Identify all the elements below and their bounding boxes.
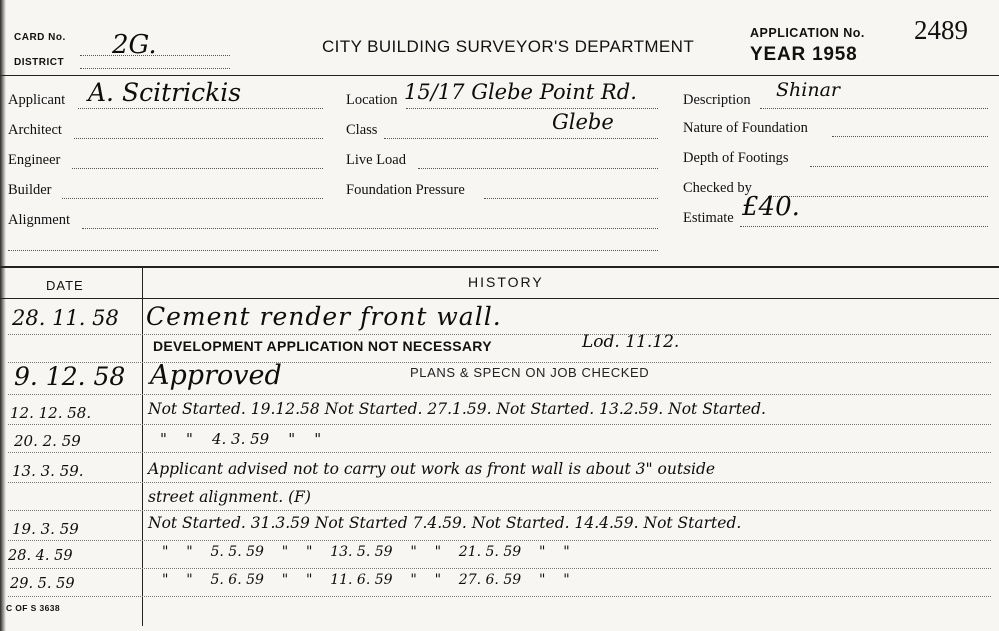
date-column-divider: [142, 266, 143, 626]
nature-of-foundation-line: [832, 136, 988, 137]
location-line: [406, 108, 658, 109]
history-date: 20. 2. 59: [14, 432, 81, 450]
history-entry: " " 4. 3. 59 " ": [160, 430, 322, 448]
history-stamp-plans: PLANS & SPECN ON JOB CHECKED: [410, 365, 650, 380]
card-no-value: 2G.: [112, 30, 157, 60]
alignment-line: [82, 228, 658, 229]
scan-edge-shadow: [0, 0, 6, 631]
card-no-label: CARD No.: [14, 32, 66, 43]
history-entry: Applicant advised not to carry out work as front wall is about 3" outside: [148, 460, 716, 478]
row-line: [8, 334, 991, 335]
row-line: [8, 596, 991, 597]
history-note: Lod. 11.12.: [582, 332, 680, 352]
estimate-value: £40.: [742, 192, 800, 222]
live-load-line: [418, 168, 658, 169]
history-top-rule: [0, 266, 999, 268]
engineer-label: Engineer: [8, 152, 61, 168]
history-entry: Not Started. 31.3.59 Not Started 7.4.59. Not Started. 14.4.59. Not Started.: [148, 514, 742, 532]
district-label: DISTRICT: [14, 57, 65, 68]
year-label: YEAR 1958: [750, 44, 858, 65]
engineer-line: [72, 168, 323, 169]
location-label: Location: [346, 92, 398, 108]
architect-line: [74, 138, 323, 139]
history-date: 9. 12. 58: [14, 362, 126, 391]
builder-label: Builder: [8, 182, 52, 198]
applicant-label: Applicant: [8, 92, 66, 108]
applicant-value: A. Scitrickis: [88, 78, 242, 107]
history-header-rule: [0, 298, 999, 299]
foundation-pressure-line: [484, 198, 658, 199]
foundation-pressure-label: Foundation Pressure: [346, 182, 465, 198]
applicant-line: [78, 108, 323, 109]
history-entry: " " 5. 5. 59 " " 13. 5. 59 " " 21. 5. 59 " ": [162, 544, 570, 560]
class-label: Class: [346, 122, 378, 138]
row-line: [8, 482, 991, 483]
history-date: 28. 4. 59: [8, 548, 73, 564]
history-entry: street alignment. (F): [148, 488, 311, 506]
date-header: DATE: [46, 278, 84, 293]
history-stamp-development: DEVELOPMENT APPLICATION NOT NECESSARY: [153, 338, 492, 354]
description-line: [760, 108, 988, 109]
history-date: 12. 12. 58.: [10, 404, 92, 422]
alignment-line-2: [8, 250, 658, 251]
form-code: C OF S 3638: [6, 603, 61, 613]
class-value: Glebe: [552, 110, 614, 134]
checked-by-label: Checked by: [683, 180, 752, 196]
header-divider: [0, 75, 999, 76]
history-date: 19. 3. 59: [12, 520, 79, 538]
depth-of-footings-line: [810, 166, 988, 167]
history-date: 13. 3. 59.: [12, 462, 84, 480]
row-line: [8, 424, 991, 425]
application-no-label: APPLICATION No.: [750, 26, 865, 40]
history-entry: Approved: [150, 360, 282, 391]
district-line: [80, 68, 230, 69]
history-date: 29. 5. 59: [10, 576, 75, 592]
history-entry: " " 5. 6. 59 " " 11. 6. 59 " " 27. 6. 59 " ": [162, 572, 570, 588]
row-line: [8, 394, 991, 395]
history-entry: Cement render front wall.: [146, 302, 502, 331]
live-load-label: Live Load: [346, 152, 406, 168]
estimate-label: Estimate: [683, 210, 734, 226]
nature-of-foundation-label: Nature of Foundation: [683, 120, 808, 136]
row-line: [8, 510, 991, 511]
row-line: [8, 452, 991, 453]
description-label: Description: [683, 92, 751, 108]
history-header: HISTORY: [468, 274, 544, 290]
architect-label: Architect: [8, 122, 62, 138]
department-title: CITY BUILDING SURVEYOR'S DEPARTMENT: [322, 37, 695, 56]
location-value: 15/17 Glebe Point Rd.: [404, 80, 637, 104]
alignment-label: Alignment: [8, 212, 71, 228]
estimate-line: [740, 226, 988, 227]
row-line: [8, 568, 991, 569]
application-number: 2489: [914, 15, 968, 45]
row-line: [8, 540, 991, 541]
description-value: Shinar: [776, 79, 840, 101]
class-line: [384, 138, 658, 139]
history-entry: Not Started. 19.12.58 Not Started. 27.1.59. Not Started. 13.2.59. Not Started.: [148, 400, 766, 418]
builder-line: [62, 198, 323, 199]
depth-of-footings-label: Depth of Footings: [683, 150, 789, 166]
history-date: 28. 11. 58: [12, 306, 119, 330]
checked-by-line: [768, 196, 988, 197]
